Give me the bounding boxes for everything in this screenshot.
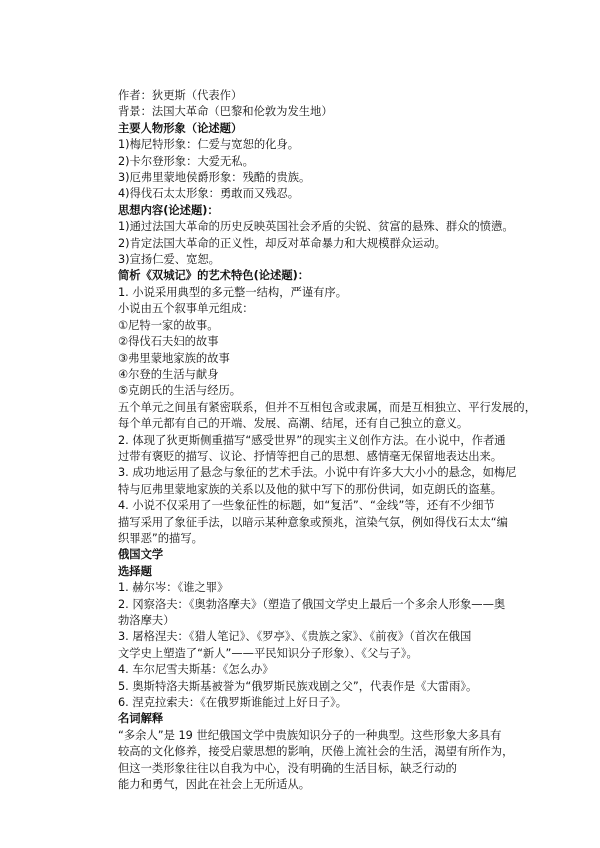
text-line: 文学史上塑造了“新人”——平民知识分子形象）、《父与子》。 — [118, 646, 418, 660]
text-line: 1)通过法国大革命的历史反映英国社会矛盾的尖锐、贫富的悬殊、群众的愤懑。 — [118, 220, 514, 234]
section-heading: 主要人物形象（论述题） — [118, 121, 243, 135]
text-line: 3)宣扬仁爱、宽恕。 — [118, 253, 220, 267]
text-line: 3)厄弗里蒙地侯爵形象：残酷的贵族。 — [118, 171, 311, 185]
text-line: 5. 奥斯特洛夫斯基被誉为“俄罗斯民族戏剧之父”，代表作是《大雷雨》。 — [118, 679, 478, 693]
text-line: 作者：狄更斯（代表作） — [118, 89, 243, 102]
text-line: 4. 小说不仅采用了一些象征性的标题，如“复活”、“金线”等，还有不少细节 — [118, 499, 495, 513]
text-line: 勃洛摩夫） — [118, 614, 175, 627]
text-line: 织罪恶”的描写。 — [118, 531, 203, 545]
text-line: ③弗里蒙地家族的故事 — [118, 351, 230, 365]
text-line: 五个单元之间虽有紧密联系，但并不互相包含或隶属，而是互相独立、平行发展的， — [118, 400, 536, 414]
text-line: 1. 小说采用典型的多元整一结构，严谨有序。 — [118, 285, 348, 299]
text-line: 特与厄弗里蒙地家族的关系以及他的狱中写下的那份供词，如克朗氏的盗墓。 — [118, 482, 503, 496]
text-line: 描写采用了象征手法，以暗示某种意象或预兆，渲染气氛，例如得伐石太太“编 — [118, 515, 508, 529]
text-line: 背景：法国大革命（巴黎和伦敦为发生地） — [118, 105, 333, 119]
text-line: 较高的文化修养，接受启蒙思想的影响，厌倦上流社会的生活，渴望有所作为， — [118, 745, 514, 759]
text-line: 1)梅尼特形象：仁爱与宽恕的化身。 — [118, 138, 300, 152]
text-line: 2. 冈察洛夫：《奥勃洛摩夫》（塑造了俄国文学史上最后一个多余人形象——奥 — [118, 597, 506, 611]
text-line: 2. 体现了狄更斯侧重描写“感受世界”的现实主义创作方法。在小说中，作者通 — [118, 433, 506, 447]
text-line: 过带有褒贬的描写、议论、抒情等把自己的思想、感情毫无保留地表达出来。 — [118, 449, 503, 463]
text-line: ①尼特一家的故事。 — [118, 318, 219, 332]
document-body — [118, 88, 554, 793]
text-line: 能力和勇气，因此在社会上无所适从。 — [118, 778, 311, 792]
text-line: 3. 屠格涅夫：《猎人笔记》、《罗亭》、《贵族之家》、《前夜》（首次在俄国 — [118, 630, 472, 644]
text-line: 小说由五个叙事单元组成： — [118, 302, 254, 316]
text-line: 3. 成功地运用了悬念与象征的艺术手法。小说中有许多大大小小的悬念，如梅尼 — [118, 466, 517, 480]
text-line: 但这一类形象往往以自我为中心，没有明确的生活目标，缺乏行动的 — [118, 761, 457, 775]
text-line: 2)卡尔登形象：大爱无私。 — [118, 154, 254, 168]
section-heading: 简析《双城记》的艺术特色(论述题)： — [118, 269, 310, 283]
text-line: 每个单元都有自己的开端、发展、高潮、结尾，还有自己独立的意义。 — [118, 417, 469, 431]
text-line: “多余人”是 19 世纪俄国文学中贵族知识分子的一种典型。这些形象大多具有 — [118, 728, 502, 742]
text-line: 4)得伐石太太形象：勇敢而又残忍。 — [118, 187, 300, 201]
text-line: ②得伐石夫妇的故事 — [118, 335, 219, 349]
section-heading: 思想内容(论述题)： — [118, 203, 219, 217]
text-line: 6. 涅克拉索夫：《在俄罗斯谁能过上好日子》。 — [118, 696, 348, 710]
section-heading: 俄国文学 — [118, 548, 164, 562]
text-line: ④尔登的生活与献身 — [118, 367, 219, 381]
text-line: ⑤克朗氏的生活与经历。 — [118, 384, 242, 398]
text-line: 2)肯定法国大革命的正义性，却反对革命暴力和大规模群众运动。 — [118, 236, 446, 250]
section-heading: 选择题 — [118, 564, 152, 578]
text-line: 4. 车尔尼雪夫斯基：《怎么办》 — [118, 663, 274, 677]
section-heading: 名词解释 — [118, 712, 164, 726]
text-line: 1. 赫尔岑：《谁之罪》 — [118, 581, 229, 595]
